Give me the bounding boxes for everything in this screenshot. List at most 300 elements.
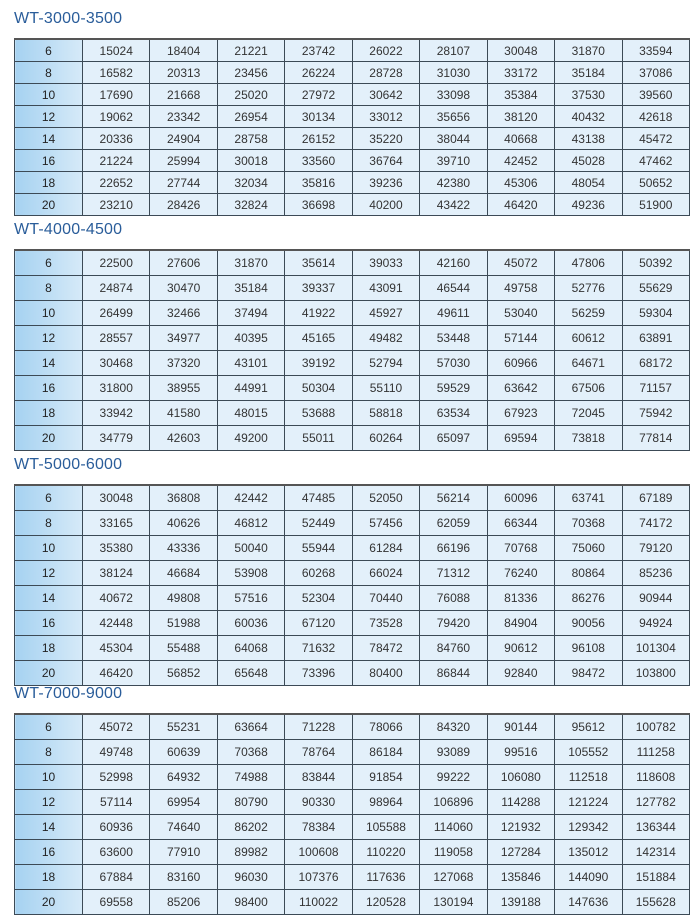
table-cell: 79420	[420, 611, 487, 636]
table-cell: 99222	[420, 765, 487, 790]
table-cell: 67120	[285, 611, 352, 636]
table-cell: 67506	[555, 376, 622, 401]
table-cell: 47485	[285, 485, 352, 511]
table-cell: 61284	[352, 536, 419, 561]
table-cell: 52998	[83, 765, 150, 790]
table-cell: 49748	[83, 740, 150, 765]
section-wt-5000-6000	[0, 456, 700, 681]
table-cell: 80400	[352, 661, 419, 686]
row-header-cell: 8	[15, 276, 83, 301]
table-cell: 55231	[150, 714, 217, 740]
table-cell: 39236	[352, 172, 419, 194]
table-cell: 57114	[83, 790, 150, 815]
table-cell: 127068	[420, 865, 487, 890]
row-header-cell: 20	[15, 194, 83, 216]
row-header-cell: 10	[15, 301, 83, 326]
row-header-cell: 16	[15, 150, 83, 172]
table-cell: 144090	[555, 865, 622, 890]
table-cell: 114060	[420, 815, 487, 840]
table-cell: 60264	[352, 426, 419, 451]
table-cell: 80864	[555, 561, 622, 586]
table-row	[15, 815, 690, 840]
table-cell: 26954	[217, 106, 284, 128]
table-row	[15, 790, 690, 815]
spec-table	[14, 249, 690, 451]
table-cell: 96108	[555, 636, 622, 661]
table-cell: 48015	[217, 401, 284, 426]
section-wt-3000-3500	[0, 10, 700, 210]
table-cell: 64068	[217, 636, 284, 661]
table-row	[15, 128, 690, 150]
table-cell: 111258	[622, 740, 690, 765]
table-cell: 78384	[285, 815, 352, 840]
table-cell: 40432	[555, 106, 622, 128]
table-row	[15, 150, 690, 172]
table-cell: 155628	[622, 890, 690, 915]
table-cell: 42452	[487, 150, 554, 172]
row-header-cell: 12	[15, 561, 83, 586]
table-cell: 40626	[150, 511, 217, 536]
table-cell: 45306	[487, 172, 554, 194]
table-cell: 31030	[420, 62, 487, 84]
table-cell: 135846	[487, 865, 554, 890]
table-cell: 20313	[150, 62, 217, 84]
table-cell: 22652	[83, 172, 150, 194]
table-cell: 37530	[555, 84, 622, 106]
row-header-cell: 14	[15, 586, 83, 611]
table-cell: 56259	[555, 301, 622, 326]
spec-table	[14, 484, 690, 686]
table-cell: 74988	[217, 765, 284, 790]
table-row	[15, 840, 690, 865]
table-cell: 15024	[83, 39, 150, 62]
table-cell: 60936	[83, 815, 150, 840]
table-cell: 52776	[555, 276, 622, 301]
table-cell: 49236	[555, 194, 622, 216]
table-cell: 74640	[150, 815, 217, 840]
table-cell: 37086	[622, 62, 690, 84]
table-cell: 21224	[83, 150, 150, 172]
row-header-cell: 20	[15, 661, 83, 686]
table-cell: 85236	[622, 561, 690, 586]
table-cell: 24904	[150, 128, 217, 150]
table-cell: 53908	[217, 561, 284, 586]
table-cell: 38044	[420, 128, 487, 150]
table-cell: 30134	[285, 106, 352, 128]
table-cell: 71312	[420, 561, 487, 586]
table-cell: 90944	[622, 586, 690, 611]
row-header-cell: 12	[15, 106, 83, 128]
table-cell: 43138	[555, 128, 622, 150]
table-cell: 42618	[622, 106, 690, 128]
table-cell: 100782	[622, 714, 690, 740]
row-header-cell: 6	[15, 250, 83, 276]
table-cell: 49808	[150, 586, 217, 611]
table-cell: 42160	[420, 250, 487, 276]
table-cell: 58818	[352, 401, 419, 426]
table-cell: 83160	[150, 865, 217, 890]
table-cell: 35384	[487, 84, 554, 106]
table-cell: 22500	[83, 250, 150, 276]
table-cell: 93089	[420, 740, 487, 765]
table-cell: 49200	[217, 426, 284, 451]
table-row	[15, 661, 690, 686]
table-cell: 75942	[622, 401, 690, 426]
row-header-cell: 18	[15, 172, 83, 194]
table-cell: 27972	[285, 84, 352, 106]
row-header-cell: 14	[15, 128, 83, 150]
table-cell: 73818	[555, 426, 622, 451]
table-cell: 46420	[487, 194, 554, 216]
table-cell: 30468	[83, 351, 150, 376]
table-cell: 26499	[83, 301, 150, 326]
table-cell: 105552	[555, 740, 622, 765]
table-cell: 86202	[217, 815, 284, 840]
table-row	[15, 376, 690, 401]
table-cell: 69558	[83, 890, 150, 915]
table-cell: 70368	[555, 511, 622, 536]
table-cell: 33172	[487, 62, 554, 84]
table-cell: 36764	[352, 150, 419, 172]
table-cell: 30048	[83, 485, 150, 511]
table-cell: 135012	[555, 840, 622, 865]
table-cell: 60036	[217, 611, 284, 636]
table-cell: 52794	[352, 351, 419, 376]
table-cell: 127284	[487, 840, 554, 865]
table-row	[15, 84, 690, 106]
table-cell: 70768	[487, 536, 554, 561]
table-cell: 40668	[487, 128, 554, 150]
table-cell: 46684	[150, 561, 217, 586]
table-cell: 94924	[622, 611, 690, 636]
table-cell: 50392	[622, 250, 690, 276]
table-cell: 30018	[217, 150, 284, 172]
table-cell: 46420	[83, 661, 150, 686]
table-cell: 39033	[352, 250, 419, 276]
table-cell: 52050	[352, 485, 419, 511]
table-cell: 28557	[83, 326, 150, 351]
table-cell: 65648	[217, 661, 284, 686]
table-row	[15, 714, 690, 740]
table-cell: 16582	[83, 62, 150, 84]
table-row	[15, 586, 690, 611]
table-cell: 26152	[285, 128, 352, 150]
table-cell: 60096	[487, 485, 554, 511]
table-cell: 117636	[352, 865, 419, 890]
table-cell: 39710	[420, 150, 487, 172]
row-header-cell: 8	[15, 511, 83, 536]
table-cell: 37320	[150, 351, 217, 376]
table-cell: 66196	[420, 536, 487, 561]
table-cell: 77910	[150, 840, 217, 865]
row-header-cell: 20	[15, 890, 83, 915]
table-cell: 45028	[555, 150, 622, 172]
table-cell: 107376	[285, 865, 352, 890]
table-cell: 106080	[487, 765, 554, 790]
table-cell: 129342	[555, 815, 622, 840]
table-cell: 121224	[555, 790, 622, 815]
table-cell: 42448	[83, 611, 150, 636]
table-cell: 86844	[420, 661, 487, 686]
table-cell: 50040	[217, 536, 284, 561]
table-cell: 74172	[622, 511, 690, 536]
row-header-cell: 8	[15, 740, 83, 765]
table-cell: 63642	[487, 376, 554, 401]
table-cell: 27606	[150, 250, 217, 276]
table-cell: 46812	[217, 511, 284, 536]
table-cell: 78066	[352, 714, 419, 740]
table-cell: 28758	[217, 128, 284, 150]
table-cell: 89982	[217, 840, 284, 865]
table-cell: 41580	[150, 401, 217, 426]
table-cell: 19062	[83, 106, 150, 128]
row-header-cell: 18	[15, 865, 83, 890]
table-cell: 52449	[285, 511, 352, 536]
table-cell: 73528	[352, 611, 419, 636]
table-cell: 38120	[487, 106, 554, 128]
table-cell: 45304	[83, 636, 150, 661]
table-cell: 110022	[285, 890, 352, 915]
table-cell: 98400	[217, 890, 284, 915]
table-row	[15, 536, 690, 561]
table-cell: 63664	[217, 714, 284, 740]
table-cell: 57456	[352, 511, 419, 536]
table-cell: 55944	[285, 536, 352, 561]
table-cell: 106896	[420, 790, 487, 815]
table-cell: 51900	[622, 194, 690, 216]
table-cell: 40395	[217, 326, 284, 351]
table-cell: 110220	[352, 840, 419, 865]
table-cell: 71157	[622, 376, 690, 401]
table-cell: 53448	[420, 326, 487, 351]
table-cell: 31870	[217, 250, 284, 276]
table-cell: 40200	[352, 194, 419, 216]
table-cell: 103800	[622, 661, 690, 686]
table-cell: 18404	[150, 39, 217, 62]
table-cell: 41922	[285, 301, 352, 326]
table-cell: 35614	[285, 250, 352, 276]
table-title: WT-3000-3500	[14, 10, 123, 27]
spec-table	[14, 713, 690, 915]
table-row	[15, 62, 690, 84]
table-cell: 56852	[150, 661, 217, 686]
table-cell: 46544	[420, 276, 487, 301]
table-cell: 35184	[555, 62, 622, 84]
table-cell: 63534	[420, 401, 487, 426]
table-cell: 79120	[622, 536, 690, 561]
table-cell: 76088	[420, 586, 487, 611]
table-cell: 90144	[487, 714, 554, 740]
table-row	[15, 401, 690, 426]
table-cell: 55110	[352, 376, 419, 401]
row-header-cell: 16	[15, 611, 83, 636]
table-cell: 38955	[150, 376, 217, 401]
table-cell: 142314	[622, 840, 690, 865]
table-cell: 78472	[352, 636, 419, 661]
table-row	[15, 865, 690, 890]
row-header-cell: 6	[15, 39, 83, 62]
table-cell: 35184	[217, 276, 284, 301]
table-cell: 66024	[352, 561, 419, 586]
table-cell: 40672	[83, 586, 150, 611]
table-cell: 33165	[83, 511, 150, 536]
table-cell: 121932	[487, 815, 554, 840]
table-cell: 17690	[83, 84, 150, 106]
table-cell: 25994	[150, 150, 217, 172]
table-cell: 21221	[217, 39, 284, 62]
row-header-cell: 8	[15, 62, 83, 84]
table-cell: 83844	[285, 765, 352, 790]
table-cell: 112518	[555, 765, 622, 790]
table-cell: 27744	[150, 172, 217, 194]
table-cell: 20336	[83, 128, 150, 150]
table-cell: 36808	[150, 485, 217, 511]
table-cell: 33098	[420, 84, 487, 106]
table-cell: 76240	[487, 561, 554, 586]
table-cell: 55629	[622, 276, 690, 301]
table-cell: 25020	[217, 84, 284, 106]
table-cell: 92840	[487, 661, 554, 686]
table-cell: 90612	[487, 636, 554, 661]
table-cell: 50652	[622, 172, 690, 194]
table-cell: 63741	[555, 485, 622, 511]
table-row	[15, 426, 690, 451]
table-cell: 34977	[150, 326, 217, 351]
table-cell: 86184	[352, 740, 419, 765]
table-cell: 75060	[555, 536, 622, 561]
row-header-cell: 10	[15, 84, 83, 106]
table-cell: 63600	[83, 840, 150, 865]
row-header-cell: 10	[15, 765, 83, 790]
table-cell: 118608	[622, 765, 690, 790]
table-cell: 33594	[622, 39, 690, 62]
table-row	[15, 276, 690, 301]
table-cell: 81336	[487, 586, 554, 611]
table-cell: 68172	[622, 351, 690, 376]
section-wt-4000-4500	[0, 221, 700, 446]
section-wt-7000-9000	[0, 685, 700, 910]
table-cell: 49482	[352, 326, 419, 351]
table-cell: 147636	[555, 890, 622, 915]
table-cell: 30470	[150, 276, 217, 301]
table-cell: 65097	[420, 426, 487, 451]
table-cell: 42380	[420, 172, 487, 194]
table-cell: 23456	[217, 62, 284, 84]
table-cell: 35220	[352, 128, 419, 150]
table-row	[15, 485, 690, 511]
table-cell: 84904	[487, 611, 554, 636]
table-cell: 90330	[285, 790, 352, 815]
table-cell: 139188	[487, 890, 554, 915]
table-cell: 85206	[150, 890, 217, 915]
table-cell: 120528	[352, 890, 419, 915]
table-cell: 31800	[83, 376, 150, 401]
table-cell: 80790	[217, 790, 284, 815]
table-cell: 66344	[487, 511, 554, 536]
table-row	[15, 351, 690, 376]
table-row	[15, 326, 690, 351]
table-title: WT-7000-9000	[14, 685, 123, 702]
table-cell: 56214	[420, 485, 487, 511]
table-cell: 42603	[150, 426, 217, 451]
table-cell: 71632	[285, 636, 352, 661]
table-cell: 67189	[622, 485, 690, 511]
table-cell: 39192	[285, 351, 352, 376]
table-cell: 47806	[555, 250, 622, 276]
row-header-cell: 16	[15, 840, 83, 865]
table-cell: 44991	[217, 376, 284, 401]
table-cell: 67884	[83, 865, 150, 890]
table-cell: 91854	[352, 765, 419, 790]
table-cell: 55488	[150, 636, 217, 661]
table-cell: 38124	[83, 561, 150, 586]
table-cell: 53688	[285, 401, 352, 426]
table-cell: 69594	[487, 426, 554, 451]
table-cell: 69954	[150, 790, 217, 815]
table-cell: 151884	[622, 865, 690, 890]
table-cell: 64932	[150, 765, 217, 790]
table-cell: 45165	[285, 326, 352, 351]
table-cell: 33012	[352, 106, 419, 128]
table-cell: 90056	[555, 611, 622, 636]
table-cell: 98472	[555, 661, 622, 686]
table-row	[15, 890, 690, 915]
table-row	[15, 511, 690, 536]
table-cell: 60612	[555, 326, 622, 351]
table-cell: 60639	[150, 740, 217, 765]
table-row	[15, 194, 690, 216]
table-cell: 57516	[217, 586, 284, 611]
table-cell: 78764	[285, 740, 352, 765]
table-cell: 86276	[555, 586, 622, 611]
table-cell: 43091	[352, 276, 419, 301]
table-cell: 32034	[217, 172, 284, 194]
table-cell: 28728	[352, 62, 419, 84]
table-cell: 95612	[555, 714, 622, 740]
table-cell: 49611	[420, 301, 487, 326]
table-cell: 28426	[150, 194, 217, 216]
table-row	[15, 611, 690, 636]
table-cell: 49758	[487, 276, 554, 301]
table-cell: 35656	[420, 106, 487, 128]
table-cell: 43101	[217, 351, 284, 376]
row-header-cell: 18	[15, 401, 83, 426]
spec-table	[14, 38, 690, 216]
table-cell: 70368	[217, 740, 284, 765]
table-cell: 43336	[150, 536, 217, 561]
table-cell: 59529	[420, 376, 487, 401]
table-cell: 114288	[487, 790, 554, 815]
table-cell: 52304	[285, 586, 352, 611]
table-cell: 45072	[487, 250, 554, 276]
row-header-cell: 14	[15, 351, 83, 376]
table-cell: 34779	[83, 426, 150, 451]
table-cell: 30642	[352, 84, 419, 106]
table-cell: 70440	[352, 586, 419, 611]
table-row	[15, 765, 690, 790]
table-cell: 26022	[352, 39, 419, 62]
table-cell: 28107	[420, 39, 487, 62]
table-cell: 39560	[622, 84, 690, 106]
table-cell: 45927	[352, 301, 419, 326]
table-cell: 42442	[217, 485, 284, 511]
table-cell: 96030	[217, 865, 284, 890]
table-cell: 36698	[285, 194, 352, 216]
row-header-cell: 12	[15, 326, 83, 351]
table-cell: 23210	[83, 194, 150, 216]
table-cell: 48054	[555, 172, 622, 194]
table-cell: 64671	[555, 351, 622, 376]
